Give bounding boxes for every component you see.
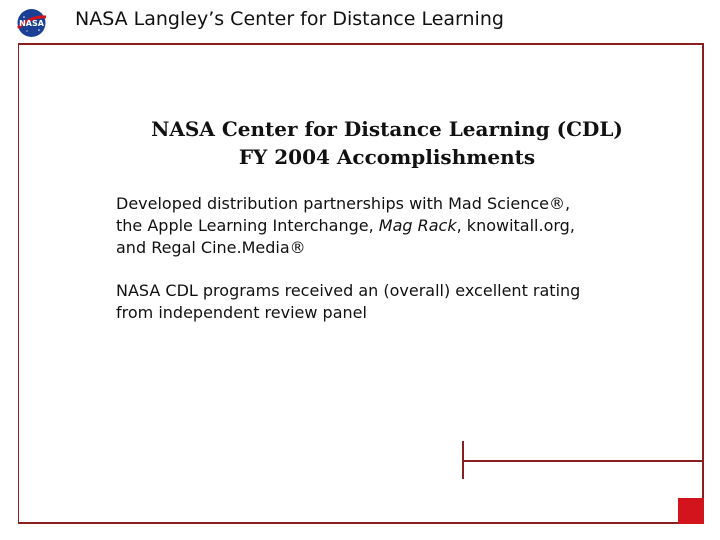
accent-red-square (678, 498, 704, 524)
paragraph-1-text-b: , knowitall.org, and Regal Cine.Media® (116, 216, 575, 257)
paragraph-1-italic-mag-rack: Mag Rack (378, 216, 457, 235)
frame-bottom-border (18, 522, 704, 524)
nasa-logo-icon (15, 8, 48, 38)
frame-top-border (18, 43, 703, 45)
slide-title-line-1: NASA Center for Distance Learning (CDL) (151, 117, 623, 141)
accomplishment-paragraph-1 (116, 193, 596, 259)
accomplishment-paragraph-2: NASA CDL programs received an (overall) excellent rating from independent review panel (116, 281, 581, 322)
header-title: NASA Langley’s Center for Distance Learning (75, 8, 504, 30)
slide-title-line-2: FY 2004 Accomplishments (238, 145, 536, 169)
frame-left-border (18, 43, 19, 523)
paragraph-1-text-a: Developed distribution partnerships with Mad Science®, the Apple Learning Interchange, (116, 194, 571, 235)
inner-horizontal-rule (463, 460, 703, 462)
svg-text:NASA: NASA (19, 19, 44, 28)
slide-title (60, 115, 714, 171)
